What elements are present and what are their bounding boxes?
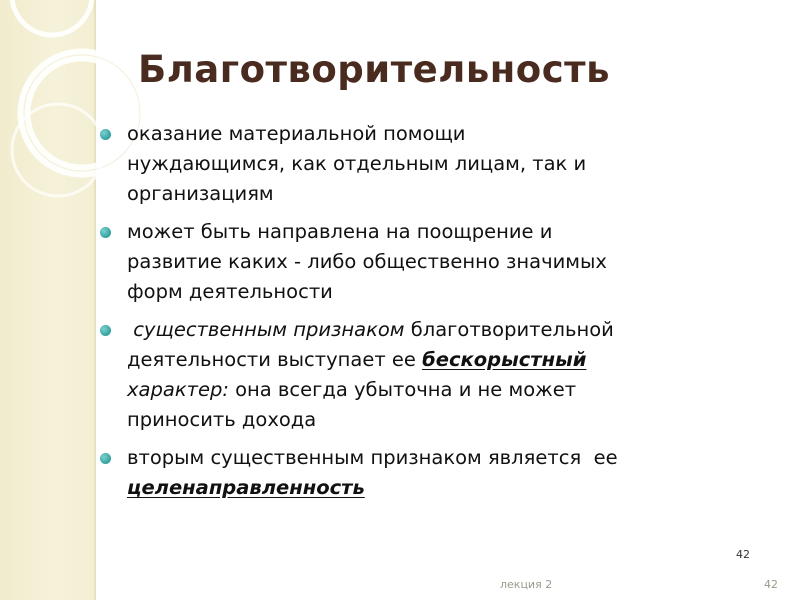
list-item — [100, 315, 760, 435]
bullet-icon — [100, 325, 111, 336]
italic-text: характер: — [127, 378, 229, 401]
list-item — [100, 217, 760, 307]
list-item — [100, 119, 760, 209]
item-line: приносить дохода — [127, 408, 317, 431]
plain-text: деятельности выступает ее — [127, 348, 423, 371]
item-line: организациям — [127, 182, 274, 205]
item-line — [127, 345, 760, 375]
bullet-icon — [100, 453, 111, 464]
slide-title: Благотворительность — [138, 48, 610, 91]
plain-text: благотворительной — [404, 318, 614, 341]
italic-text: существенным признаком — [127, 318, 405, 341]
item-line — [127, 315, 760, 345]
emphasis-text: целенаправленность — [127, 476, 365, 499]
item-line: нуждающимся, как отдельным лицам, так и — [127, 152, 587, 175]
bullet-list — [100, 119, 760, 511]
item-line: форм деятельности — [127, 280, 333, 303]
item-line: развитие каких - либо общественно значимых — [127, 250, 607, 273]
item-line — [127, 375, 760, 405]
item-line: вторым существенным признаком является ее — [127, 446, 618, 469]
footer-page-number: 42 — [764, 578, 778, 591]
footer-text: лекция 2 — [500, 578, 553, 591]
bullet-icon — [100, 129, 111, 140]
item-line — [127, 473, 760, 503]
slide-number-inline: 42 — [736, 548, 750, 561]
bullet-icon — [100, 227, 111, 238]
item-line: оказание материальной помощи — [127, 122, 466, 145]
emphasis-text: бескорыстный — [422, 348, 587, 371]
plain-text: она всегда убыточна и не может — [228, 378, 577, 401]
item-line: может быть направлена на поощрение и — [127, 220, 553, 243]
list-item — [100, 443, 760, 503]
